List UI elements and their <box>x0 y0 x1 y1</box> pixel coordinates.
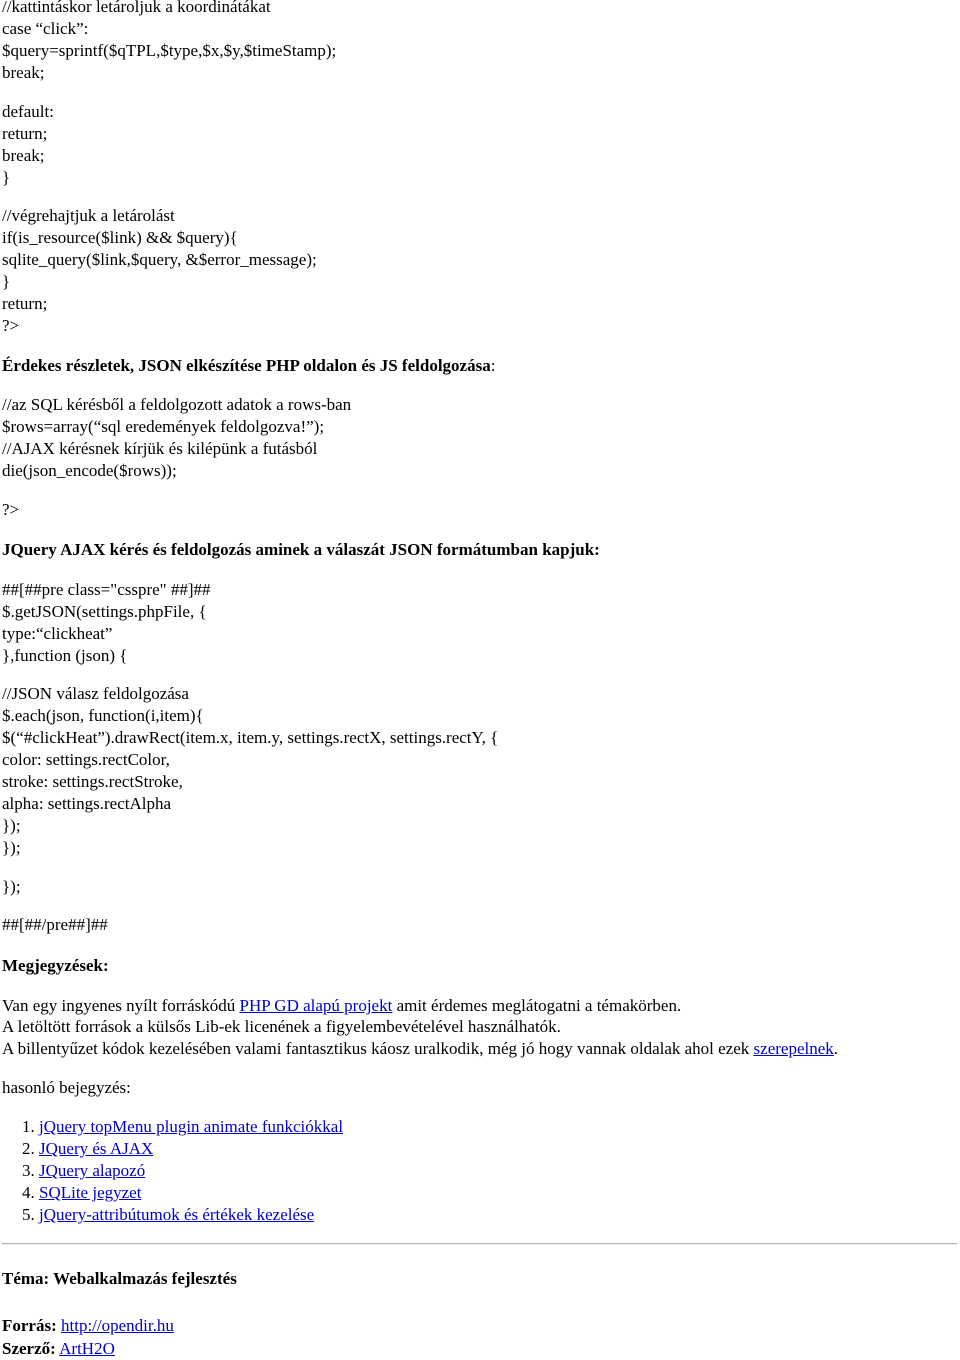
code-line: if(is_resource($link) && $query){ <box>2 228 238 247</box>
code-line: $rows=array(“sql eredemények feldolgozva!”); <box>2 417 325 436</box>
related-link-basics[interactable]: JQuery alapozó <box>39 1161 146 1180</box>
code-line: die(json_encode($rows)); <box>2 461 177 480</box>
list-number: 5. <box>22 1205 35 1224</box>
section-heading: JQuery AJAX kérés és feldolgozás aminek a válaszát JSON formátumban kapjuk: <box>2 540 600 559</box>
section-heading-suffix: : <box>490 356 496 375</box>
code-line: return; <box>2 124 48 143</box>
source-link[interactable]: http://opendir.hu <box>61 1316 174 1335</box>
author-link[interactable]: ArtH2O <box>59 1339 115 1358</box>
code-line: //AJAX kérésnek kírjük és kilépünk a futásból <box>2 439 318 458</box>
code-line: stroke: settings.rectStroke, <box>2 772 183 791</box>
code-line: $.getJSON(settings.phpFile, { <box>2 602 207 621</box>
topic-label: Téma: Webalkalmazás fejlesztés <box>2 1269 237 1288</box>
code-line: //JSON válasz feldolgozása <box>2 684 189 703</box>
notes-line: A letöltött források a külsős Lib-ek licenének a figyelembevételével használhatók. <box>2 1017 561 1036</box>
code-line: //végrehajtjuk a letárolást <box>2 206 175 225</box>
code-line: }); <box>2 816 21 835</box>
code-line: $query=sprintf($qTPL,$type,$x,$y,$timeStamp); <box>2 41 337 60</box>
list-number: 3. <box>22 1161 35 1180</box>
notes-text: amit érdemes meglátogatni a témakörben. <box>392 996 682 1015</box>
code-line: ##[##/pre##]## <box>2 915 108 934</box>
code-line: //kattintáskor letároljuk a koordinátákat <box>2 0 271 16</box>
code-line: },function (json) { <box>2 646 128 665</box>
code-line: ?> <box>2 316 20 335</box>
code-line: type:“clickheat” <box>2 624 113 643</box>
related-link-ajax[interactable]: JQuery és AJAX <box>39 1139 154 1158</box>
list-item <box>22 1116 343 1138</box>
notes-line <box>2 995 681 1017</box>
code-line: } <box>2 272 11 291</box>
code-line: }); <box>2 877 21 896</box>
code-line: break; <box>2 146 45 165</box>
list-number: 4. <box>22 1183 35 1202</box>
code-line: //az SQL kérésből a feldolgozott adatok a rows-ban <box>2 395 352 414</box>
keycodes-link[interactable]: szerepelnek <box>753 1039 834 1058</box>
code-line: color: settings.rectColor, <box>2 750 170 769</box>
code-line: sqlite_query($link,$query, &$error_message); <box>2 250 317 269</box>
notes-heading: Megjegyzések: <box>2 956 109 975</box>
list-number: 1. <box>22 1117 35 1136</box>
source-label: Forrás: <box>2 1316 57 1335</box>
related-link-sqlite[interactable]: SQLite jegyzet <box>39 1183 142 1202</box>
author-line <box>2 1338 115 1360</box>
related-link-topmenu[interactable]: jQuery topMenu plugin animate funkciókkal <box>39 1117 344 1136</box>
code-line: return; <box>2 294 48 313</box>
author-label: Szerző: <box>2 1339 56 1358</box>
notes-text: Van egy ingyenes nyílt forráskódú <box>2 996 240 1015</box>
code-line: $.each(json, function(i,item){ <box>2 706 204 725</box>
code-line: ?> <box>2 500 20 519</box>
section-heading-text: Érdekes részletek, JSON elkészítése PHP oldalon és JS feldolgozása <box>2 356 491 375</box>
php-gd-project-link[interactable]: PHP GD alapú projekt <box>239 996 393 1015</box>
notes-text: A billentyűzet kódok kezelésében valami fantasztikus káosz uralkodik, még jó hogy vannak oldalak ahol ezek <box>2 1039 754 1058</box>
related-heading: hasonló bejegyzés: <box>2 1078 131 1097</box>
code-line: case “click”: <box>2 19 89 38</box>
code-line: } <box>2 168 11 187</box>
list-number: 2. <box>22 1139 35 1158</box>
code-line: default: <box>2 102 54 121</box>
list-item <box>22 1204 314 1226</box>
list-item <box>22 1138 153 1160</box>
list-item <box>22 1182 141 1204</box>
notes-line <box>2 1038 838 1060</box>
code-line: }); <box>2 838 21 857</box>
section-heading <box>2 355 495 377</box>
code-line: break; <box>2 63 45 82</box>
list-item <box>22 1160 145 1182</box>
code-line: alpha: settings.rectAlpha <box>2 794 172 813</box>
notes-text: . <box>833 1039 839 1058</box>
code-line: ##[##pre class="csspre" ##]## <box>2 580 211 599</box>
divider <box>2 1243 957 1245</box>
code-line: $(“#clickHeat”).drawRect(item.x, item.y, settings.rectX, settings.rectY, { <box>2 728 499 747</box>
source-line <box>2 1315 174 1337</box>
related-link-attributes[interactable]: jQuery-attribútumok és értékek kezelése <box>39 1205 315 1224</box>
